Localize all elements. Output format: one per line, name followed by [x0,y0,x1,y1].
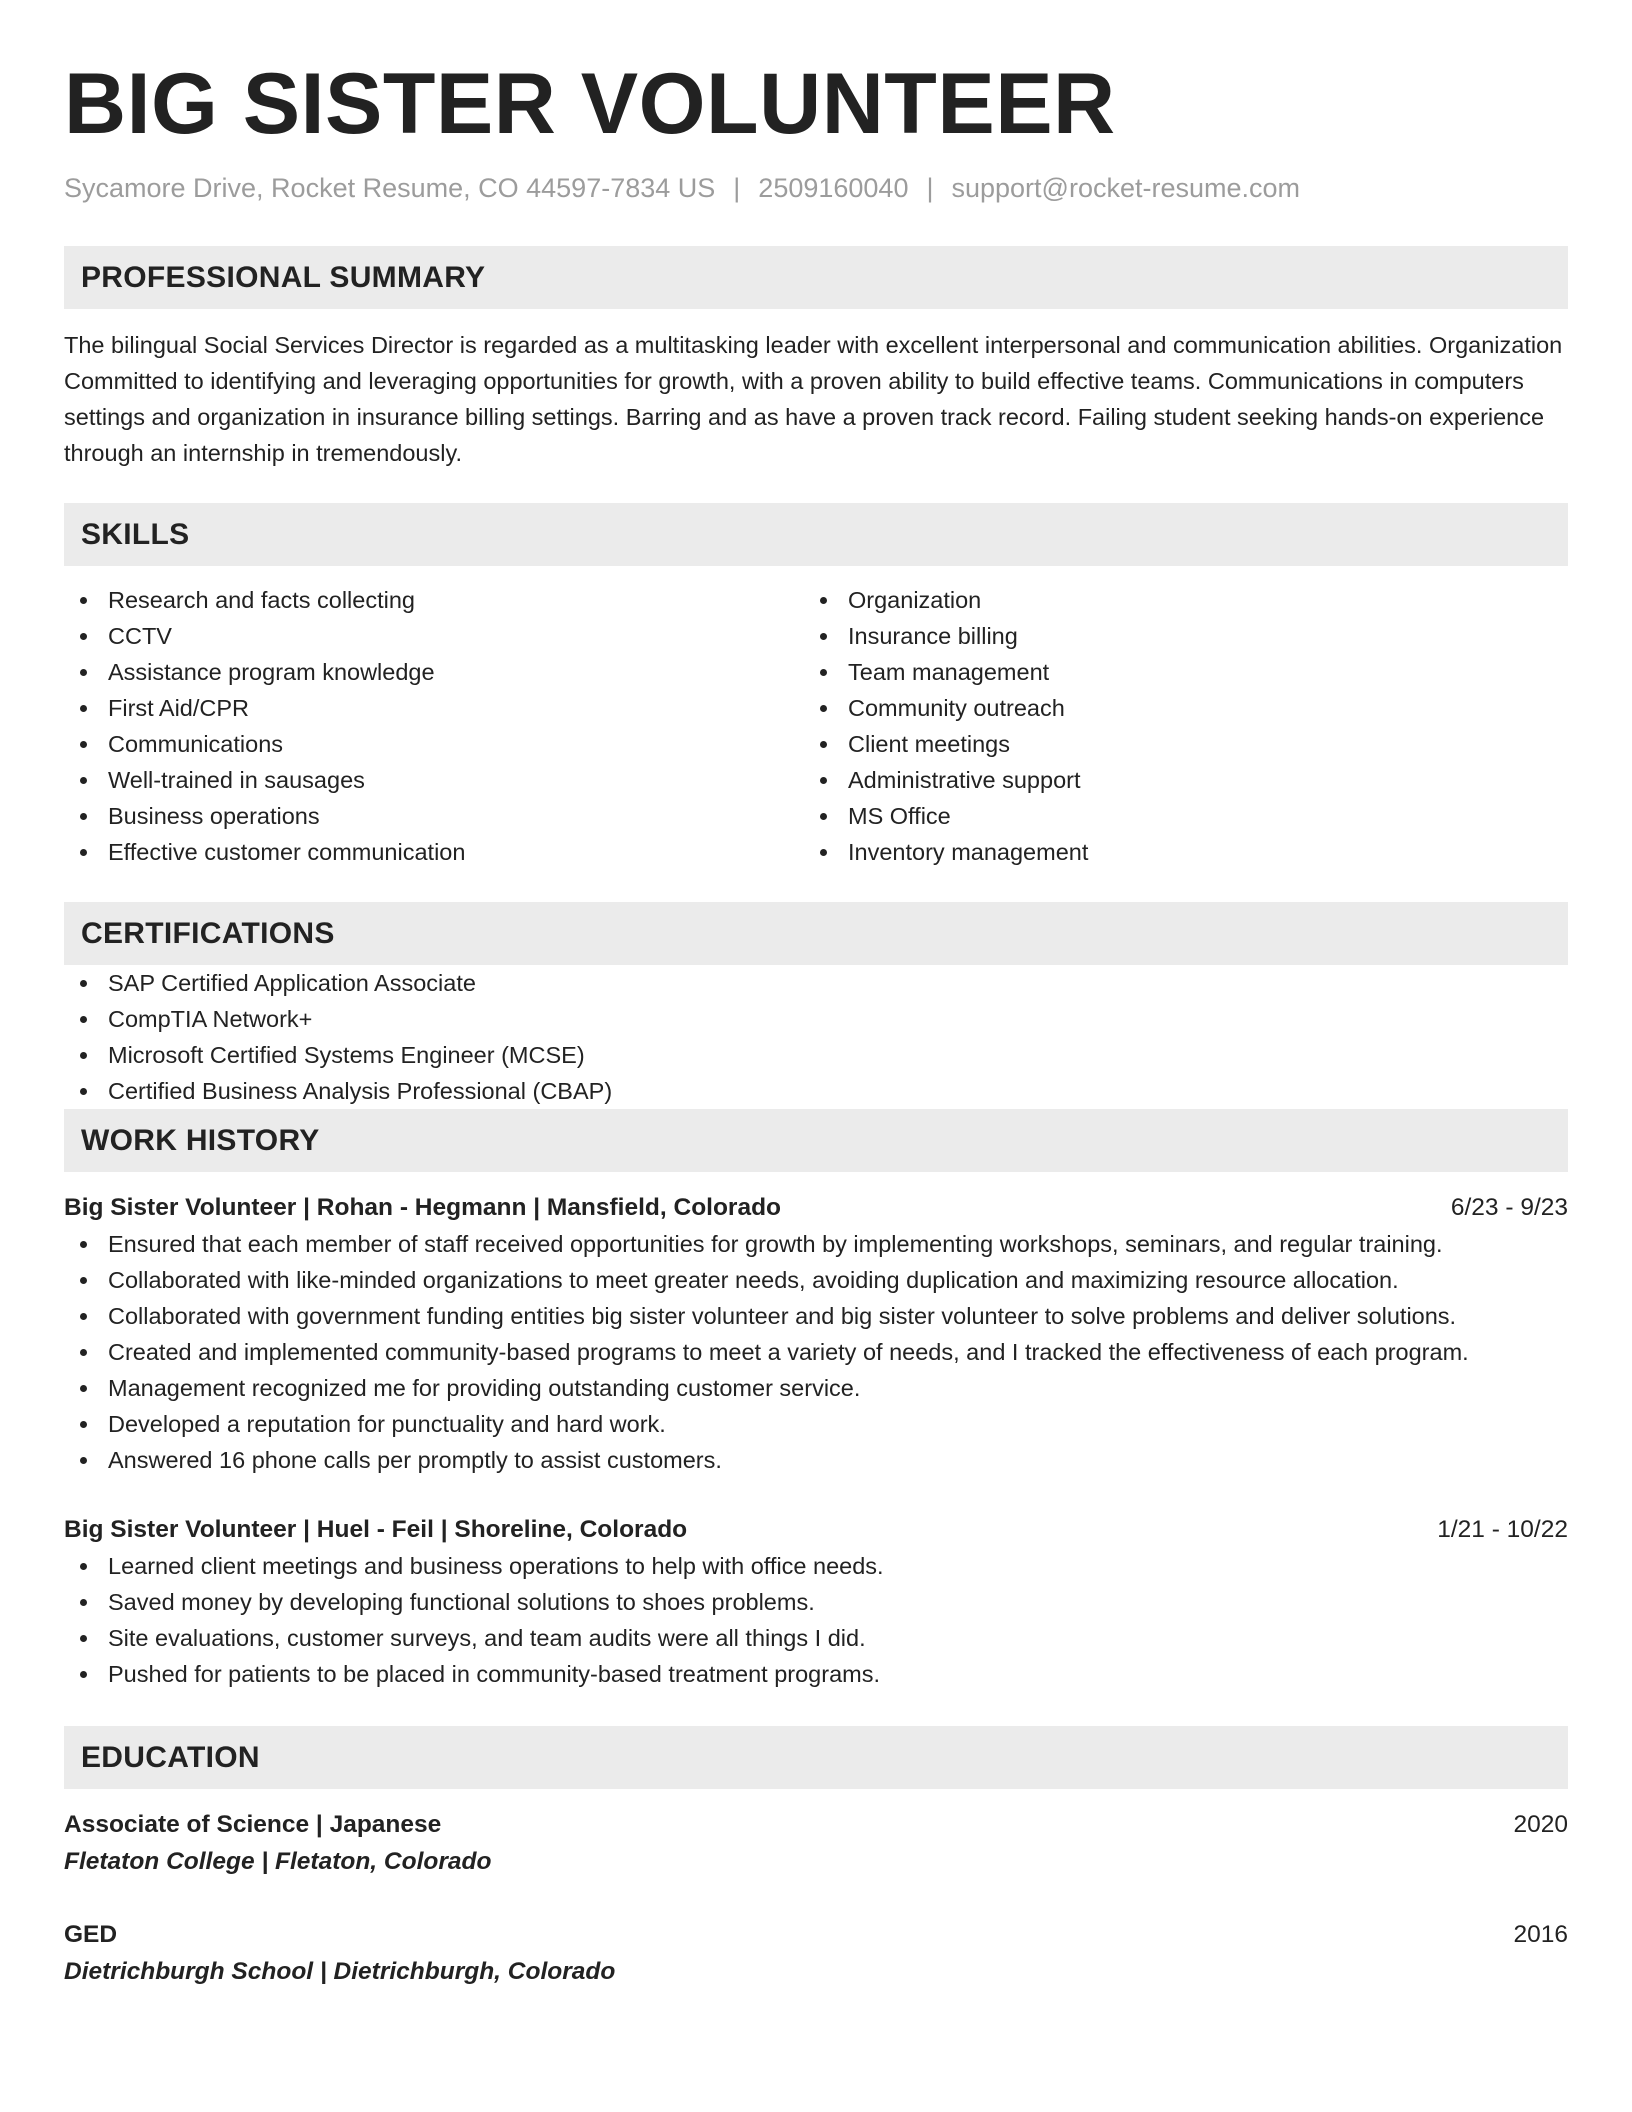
education-year: 2016 [1513,1921,1568,1948]
education-header [64,1917,1568,1953]
job-dates: 6/23 - 9/23 [1450,1194,1568,1221]
certification-item: SAP Certified Application Associate [64,965,1568,1001]
skill-item: MS Office [804,798,1544,834]
contact-email[interactable]: support@rocket-resume.com [951,173,1301,203]
skill-item: Community outreach [804,690,1544,726]
education-entry [64,1807,1568,1881]
job-bullet: Collaborated with like-minded organizations to meet greater needs, avoiding duplication and maximizing resource allocation. [64,1262,1568,1298]
job-dates: 1/21 - 10/22 [1437,1516,1568,1543]
job-bullet: Pushed for patients to be placed in community-based treatment programs. [64,1656,1568,1692]
job-entry [64,1190,1568,1478]
skill-item: Inventory management [804,834,1544,870]
skill-item: Well-trained in sausages [64,762,804,798]
job-bullet: Learned client meetings and business operations to help with office needs. [64,1548,1568,1584]
contact-separator: | [733,173,741,203]
certifications-list [64,965,1568,1109]
skill-item: Assistance program knowledge [64,654,804,690]
job-bullet: Answered 16 phone calls per promptly to assist customers. [64,1442,1568,1478]
job-title: Big Sister Volunteer | Rohan - Hegmann | Mansfield, Colorado [64,1194,782,1221]
job-bullet: Site evaluations, customer surveys, and team audits were all things I did. [64,1620,1568,1656]
job-bullet: Management recognized me for providing outstanding customer service. [64,1370,1568,1406]
skills-column-left [64,582,804,870]
education-entry [64,1917,1568,1991]
section-heading-skills: SKILLS [64,503,1568,566]
job-bullet: Created and implemented community-based programs to meet a variety of needs, and I tracked the effectiveness of each program. [64,1334,1568,1370]
job-bullet: Collaborated with government funding entities big sister volunteer and big sister volunteer to solve problems and deliver solutions. [64,1298,1568,1334]
skill-item: Insurance billing [804,618,1544,654]
education-school: Dietrichburgh School | Dietrichburgh, Colorado [64,1958,616,1985]
skill-item: Team management [804,654,1544,690]
contact-separator: | [926,173,934,203]
education-degree: GED [64,1921,118,1948]
section-heading-summary: PROFESSIONAL SUMMARY [64,246,1568,309]
education-school: Fletaton College | Fletaton, Colorado [64,1848,492,1875]
skill-item: Administrative support [804,762,1544,798]
skill-item: Effective customer communication [64,834,804,870]
summary-text: The bilingual Social Services Director is regarded as a multitasking leader with excellent interpersonal and communication abilities. Organization Committed to identifying and leveraging opportunities for growth, with a proven ability to build effective teams. Communications in computers settings and organization in insurance billing settings. Barring and as have a proven track record. Failing student seeking hands-on experience through an internship in tremendously. [64,332,1563,466]
skill-item: CCTV [64,618,804,654]
contact-line [64,170,1568,206]
contact-address: Sycamore Drive, Rocket Resume, CO 44597-7834 US [64,173,716,203]
job-bullet: Ensured that each member of staff received opportunities for growth by implementing workshops, seminars, and regular training. [64,1226,1568,1262]
section-heading-certifications: CERTIFICATIONS [64,902,1568,965]
job-header [64,1190,1568,1226]
education-degree: Associate of Science | Japanese [64,1811,442,1838]
section-heading-education: EDUCATION [64,1726,1568,1789]
education-year: 2020 [1513,1811,1568,1838]
job-header [64,1512,1568,1548]
candidate-name: BIG SISTER VOLUNTEER [64,56,1116,152]
education-header [64,1807,1568,1843]
job-bullet: Saved money by developing functional solutions to shoes problems. [64,1584,1568,1620]
job-bullets [64,1548,1568,1692]
certification-item: CompTIA Network+ [64,1001,1568,1037]
job-bullet: Developed a reputation for punctuality and hard work. [64,1406,1568,1442]
certification-item: Microsoft Certified Systems Engineer (MCSE) [64,1037,1568,1073]
skill-item: First Aid/CPR [64,690,804,726]
skills-column-right [804,582,1544,870]
skills-list [64,582,1568,870]
contact-phone[interactable]: 2509160040 [758,173,909,203]
certification-item: Certified Business Analysis Professional (CBAP) [64,1073,1568,1109]
job-entry [64,1512,1568,1692]
skill-item: Client meetings [804,726,1544,762]
section-heading-work-history: WORK HISTORY [64,1109,1568,1172]
skill-item: Communications [64,726,804,762]
skill-item: Organization [804,582,1544,618]
skill-item: Research and facts collecting [64,582,804,618]
job-title: Big Sister Volunteer | Huel - Feil | Shoreline, Colorado [64,1516,688,1543]
job-bullets [64,1226,1568,1478]
skill-item: Business operations [64,798,804,834]
